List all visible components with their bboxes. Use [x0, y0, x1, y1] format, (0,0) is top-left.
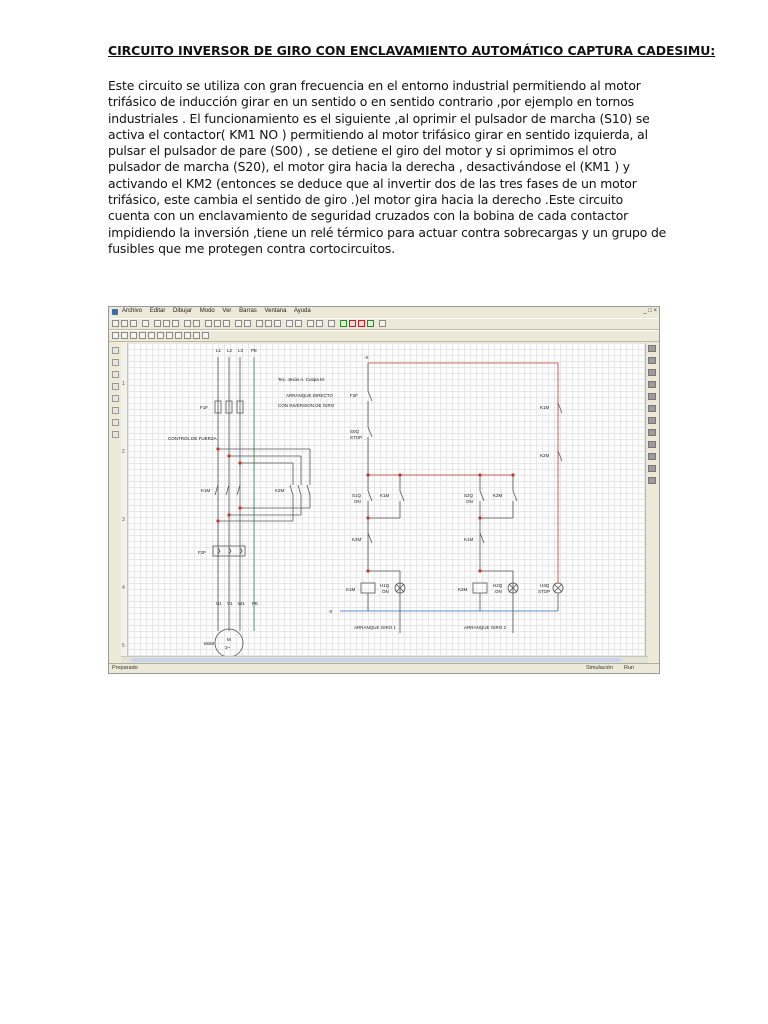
ruler-mark: 3 — [122, 517, 125, 523]
author-label: Tec. Jesús A. Cutipa M. — [278, 377, 326, 382]
sensor-icon[interactable] — [193, 332, 200, 339]
k2m-selfhold-label: K2M — [493, 493, 503, 498]
label-icon[interactable] — [316, 320, 323, 327]
open-icon[interactable] — [121, 320, 128, 327]
window-controls[interactable]: _ □ × — [643, 308, 657, 314]
paste-icon[interactable] — [172, 320, 179, 327]
k1m-right-label: K1M — [540, 405, 550, 410]
strip-item-icon[interactable] — [648, 477, 656, 484]
save-icon[interactable] — [130, 320, 137, 327]
title-line2: CON INVERSION DE GIRO — [278, 403, 335, 408]
play-icon[interactable] — [340, 320, 347, 327]
stop-sub-label: STOP — [350, 435, 363, 440]
palette-tool-4-icon[interactable] — [112, 383, 119, 390]
menu-ventana[interactable]: Ventana — [264, 308, 287, 314]
mirror-icon[interactable] — [295, 320, 302, 327]
phase-l1-label: L1 — [216, 348, 222, 353]
k2m-interlock-label: K2M — [352, 537, 362, 542]
component-icon[interactable] — [307, 320, 314, 327]
k2m-coil-label: K2M — [458, 587, 468, 592]
s20-label: S2Q — [464, 493, 474, 498]
supply-bottom-label: -X — [328, 609, 333, 614]
motor-phases: 3~ — [225, 645, 231, 650]
k1m-coil-label: K1M — [346, 587, 356, 592]
contactor-icon[interactable] — [148, 332, 155, 339]
horizontal-scrollbar[interactable] — [121, 656, 648, 663]
supply-top-label: -X — [364, 355, 369, 360]
ruler-mark: 1 — [122, 381, 125, 387]
strip-item-icon[interactable] — [648, 381, 656, 388]
help-icon[interactable] — [379, 320, 386, 327]
motor-symbol: M — [227, 637, 231, 642]
record-icon[interactable] — [358, 320, 365, 327]
control-thermal-label: F2F — [350, 393, 359, 398]
terminal-pe: PE — [252, 601, 259, 606]
junction-icon[interactable] — [274, 320, 281, 327]
menu-dibujar[interactable]: Dibujar — [173, 308, 193, 314]
fuse-label: F1F — [200, 405, 209, 410]
caption-giro-2: ARRANQUE GIRO 2 — [464, 625, 507, 630]
palette-tool-6-icon[interactable] — [112, 407, 119, 414]
cadesimu-screenshot — [108, 306, 660, 674]
strip-item-icon[interactable] — [648, 369, 656, 376]
s10-on-label: ON — [354, 499, 361, 504]
palette-tool-3-icon[interactable] — [112, 371, 119, 378]
right-component-strip — [645, 343, 658, 659]
text-icon[interactable] — [244, 320, 251, 327]
h2-label: H2Q — [493, 583, 503, 588]
power-control-label: CONTROL DE FUERZA — [168, 436, 217, 441]
palette-tool-8-icon[interactable] — [112, 431, 119, 438]
coil-icon[interactable] — [202, 332, 209, 339]
phase-pe-label: PE — [251, 348, 258, 353]
stop-button-label: S0Q — [350, 429, 360, 434]
thermal-label: F2F — [198, 550, 207, 555]
fuse-icon[interactable] — [121, 332, 128, 339]
status-mode: Simulación — [586, 665, 613, 671]
strip-item-icon[interactable] — [648, 393, 656, 400]
menu-ayuda[interactable]: Ayuda — [293, 308, 311, 314]
palette-tool-7-icon[interactable] — [112, 419, 119, 426]
menu-ver[interactable]: Ver — [222, 308, 232, 314]
switch-icon[interactable] — [130, 332, 137, 339]
h3-label: H3Q — [540, 583, 550, 588]
zoom-fit-icon[interactable] — [223, 320, 230, 327]
redo-icon[interactable] — [193, 320, 200, 327]
h1-label: H1Q — [380, 583, 390, 588]
palette-tool-2-icon[interactable] — [112, 359, 119, 366]
h2-sub-label: ON — [495, 589, 502, 594]
ruler-mark: 4 — [122, 585, 125, 591]
k1m-interlock-label: K1M — [464, 537, 474, 542]
status-state: Run — [624, 665, 635, 671]
strip-item-icon[interactable] — [648, 345, 656, 352]
phase-l3-label: L3 — [238, 348, 244, 353]
print-icon[interactable] — [142, 320, 149, 327]
undo-icon[interactable] — [184, 320, 191, 327]
strip-item-icon[interactable] — [648, 405, 656, 412]
main-toolbar — [109, 318, 659, 330]
wire-icon[interactable] — [265, 320, 272, 327]
select-icon[interactable] — [328, 320, 335, 327]
pointer-icon[interactable] — [112, 347, 119, 354]
strip-item-icon[interactable] — [648, 357, 656, 364]
km2-power-label: K2M — [275, 488, 285, 493]
s10-label: S1Q — [352, 493, 362, 498]
s20-on-label: ON — [466, 499, 473, 504]
app-icon — [112, 309, 118, 315]
ruler-mark: 5 — [122, 643, 125, 649]
caption-giro-1: ARRANQUE GIRO 1 — [354, 625, 397, 630]
relay-icon[interactable] — [157, 332, 164, 339]
menu-archivo[interactable]: Archivo — [122, 308, 143, 314]
status-ready: Preparado — [112, 665, 138, 671]
cut-icon[interactable] — [154, 320, 161, 327]
component-toolbar — [109, 330, 659, 342]
motor-icon[interactable] — [139, 332, 146, 339]
schematic-diagram — [128, 343, 646, 659]
lamp-icon[interactable] — [184, 332, 191, 339]
stop-icon[interactable] — [349, 320, 356, 327]
document-paragraph: Este circuito se utiliza con gran frecuencia en el entorno industrial permitiendo al motor trifásico de inducción girar en un sentido o en sentido contrario ,por ejemplo en tornos industriales . El funcionamiento es el siguiente ,al oprimir el pulsador de marcha (S10) se activa el contactor( KM1 NO ) permitiendo al motor trifásico girar en sentido izquierda, al pulsar el pulsador de pare (S00) , se detiene el giro del motor y si oprimimos el otro pulsador de marcha (S20), el motor gira hacia la derecha , desactivándose el (KM1 ) y activando el KM2 (entonces se deduce que al invertir dos de las tres fases de un motor trifásico, este cambia el sentido de giro .)el motor gira hacia la derecho .Este circuito cuenta con un enclavamiento de seguridad cruzados con la bobina de cada contactor impidiendo la inversión ,tiene un relé térmico para actuar contra sobrecargas y un grupo de fusibles que me protegen contra cortocircuitos. — [108, 78, 667, 256]
vertical-ruler — [121, 343, 128, 659]
terminal-w1: W1 — [238, 601, 245, 606]
grid-icon[interactable] — [235, 320, 242, 327]
menu-bar — [109, 307, 659, 317]
palette-tool-5-icon[interactable] — [112, 395, 119, 402]
menu-modo[interactable]: Modo — [199, 308, 215, 314]
new-icon[interactable] — [112, 320, 119, 327]
pause-icon[interactable] — [367, 320, 374, 327]
menu-barras[interactable]: Barras — [239, 308, 257, 314]
rotate-icon[interactable] — [286, 320, 293, 327]
strip-item-icon[interactable] — [648, 441, 656, 448]
menu-editar[interactable]: Editar — [149, 308, 166, 314]
phase-l2-label: L2 — [227, 348, 233, 353]
terminal-v1: V1 — [227, 601, 233, 606]
supply-icon[interactable] — [112, 332, 119, 339]
terminal-u1: U1 — [216, 601, 222, 606]
km1-power-label: K1M — [201, 488, 211, 493]
strip-item-icon[interactable] — [648, 453, 656, 460]
motor-label: M1M — [204, 641, 214, 646]
strip-item-icon[interactable] — [648, 465, 656, 472]
status-bar — [109, 663, 659, 673]
h1-sub-label: ON — [382, 589, 389, 594]
document-heading: CIRCUITO INVERSOR DE GIRO CON ENCLAVAMIENTO AUTOMÁTICO CAPTURA CADESIMU: — [108, 43, 716, 58]
strip-item-icon[interactable] — [648, 429, 656, 436]
zoom-out-icon[interactable] — [214, 320, 221, 327]
title-line1: ARRANQUE DIRECTO — [286, 393, 333, 398]
timer-icon[interactable] — [166, 332, 173, 339]
zoom-in-icon[interactable] — [205, 320, 212, 327]
schematic-canvas[interactable] — [128, 343, 646, 659]
k1m-selfhold-label: K1M — [380, 493, 390, 498]
k2m-right-label: K2M — [540, 453, 550, 458]
line-icon[interactable] — [256, 320, 263, 327]
h3-sub-label: STOP — [538, 589, 551, 594]
button-icon[interactable] — [175, 332, 182, 339]
strip-item-icon[interactable] — [648, 417, 656, 424]
scrollbar-thumb[interactable] — [131, 658, 621, 662]
copy-icon[interactable] — [163, 320, 170, 327]
ruler-mark: 2 — [122, 449, 125, 455]
